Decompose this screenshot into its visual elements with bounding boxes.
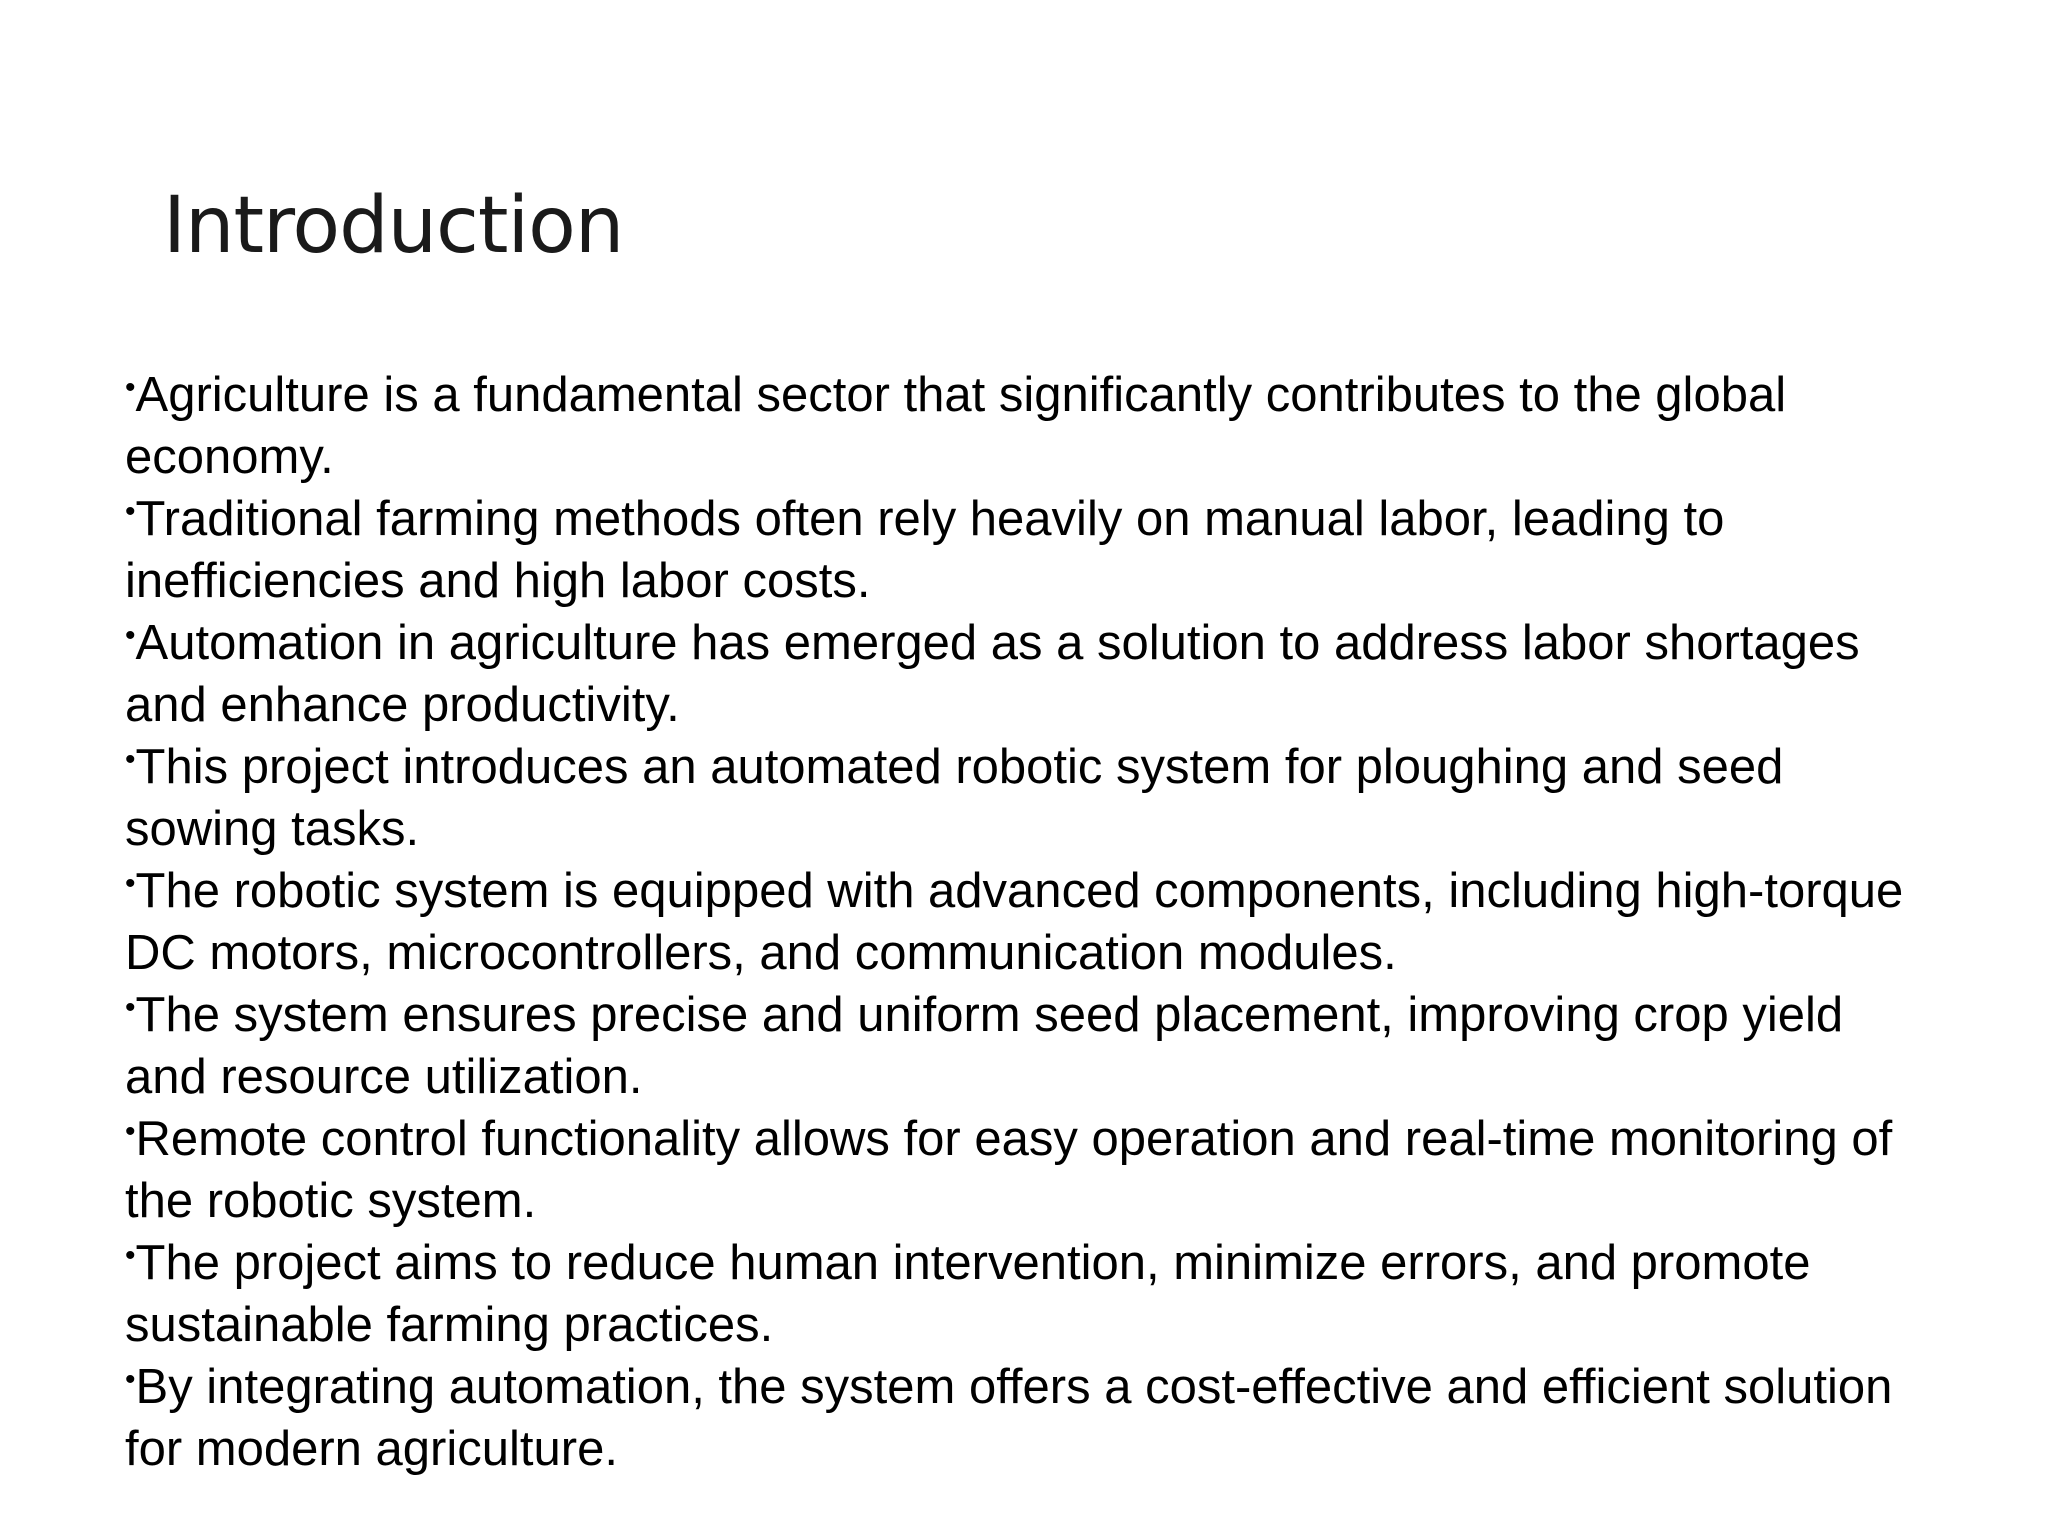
bullet-item (125, 364, 1925, 488)
bullet-list (125, 364, 1925, 1480)
bullet-item (125, 1232, 1925, 1356)
bullet-item (125, 1108, 1925, 1232)
bullet-text: This project introduces an automated robotic system for ploughing and seed sowing tasks. (125, 740, 1784, 856)
bullet-marker: • (125, 991, 136, 1024)
bullet-marker: • (125, 867, 136, 900)
bullet-item (125, 860, 1925, 984)
bullet-item (125, 984, 1925, 1108)
bullet-text: Remote control functionality allows for easy operation and real-time monitoring of the robotic system. (125, 1112, 1893, 1228)
bullet-marker: • (125, 743, 136, 776)
bullet-marker: • (125, 1115, 136, 1148)
bullet-marker: • (125, 1239, 136, 1272)
bullet-text: Traditional farming methods often rely heavily on manual labor, leading to inefficiencies and high labor costs. (125, 492, 1725, 608)
bullet-text: Automation in agriculture has emerged as a solution to address labor shortages and enhance productivity. (125, 616, 1860, 732)
bullet-item (125, 736, 1925, 860)
bullet-marker: • (125, 371, 136, 404)
slide-title: Introduction (163, 181, 624, 271)
bullet-marker: • (125, 619, 136, 652)
bullet-text: The system ensures precise and uniform seed placement, improving crop yield and resource utilization. (125, 988, 1844, 1104)
bullet-marker: • (125, 495, 136, 528)
bullet-text: By integrating automation, the system offers a cost-effective and efficient solution for modern agriculture. (125, 1360, 1893, 1476)
bullet-text: The project aims to reduce human intervention, minimize errors, and promote sustainable farming practices. (125, 1236, 1811, 1352)
bullet-text: Agriculture is a fundamental sector that significantly contributes to the global economy. (125, 368, 1787, 484)
bullet-item (125, 488, 1925, 612)
bullet-item (125, 612, 1925, 736)
bullet-marker: • (125, 1363, 136, 1396)
bullet-text: The robotic system is equipped with advanced components, including high-torque DC motors, microcontrollers, and communication modules. (125, 864, 1904, 980)
bullet-item (125, 1356, 1925, 1480)
